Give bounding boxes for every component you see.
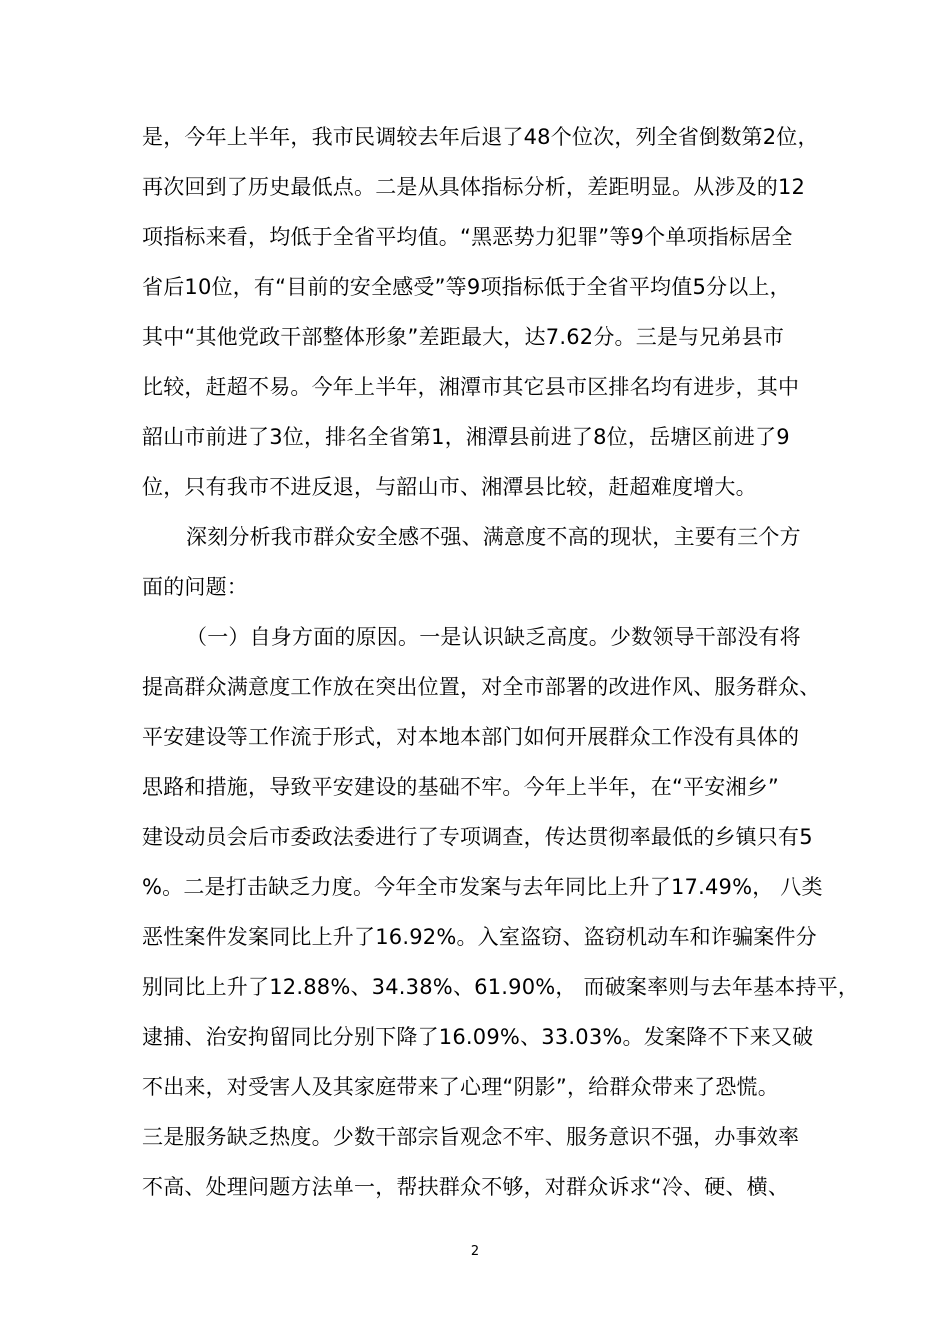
text-line: %。二是打击缺乏力度。今年全市发案与去年同比上升了17.49%， 八类 [142, 875, 823, 899]
text-line: 比较，赶超不易。今年上半年，湘潭市其它县市区排名均有进步，其中 [142, 375, 800, 399]
page-number: 2 [470, 1244, 480, 1259]
text-line: 提高群众满意度工作放在突出位置，对全市部署的改进作风、服务群众、 [142, 675, 821, 699]
text-line: 逮捕、治安拘留同比分别下降了16.09%、33.03%。发案降不下来又破 [142, 1025, 814, 1049]
text-line: （一）自身方面的原因。一是认识缺乏高度。少数领导干部没有将 [186, 625, 801, 649]
text-line: 别同比上升了12.88%、34.38%、61.90%， 而破案率则与去年基本持平， [142, 975, 860, 999]
text-line: 位，只有我市不进反退，与韶山市、湘潭县比较，赶超难度增大。 [142, 475, 757, 499]
text-line: 项指标来看，均低于全省平均值。“黑恶势力犯罪”等9个单项指标居全 [142, 225, 793, 249]
text-line: 思路和措施，导致平安建设的基础不牢。今年上半年，在“平安湘乡” [142, 775, 779, 799]
text-line: 三是服务缺乏热度。少数干部宗旨观念不牢、服务意识不强，办事效率 [142, 1125, 800, 1149]
text-line: 平安建设等工作流于形式，对本地本部门如何开展群众工作没有具体的 [142, 725, 800, 749]
text-line: 深刻分析我市群众安全感不强、满意度不高的现状，主要有三个方 [186, 525, 801, 549]
text-line: 韶山市前进了3位，排名全省第1，湘潭县前进了8位，岳塘区前进了9 [142, 425, 790, 449]
text-line: 面的问题： [142, 575, 248, 599]
text-line: 是，今年上半年，我市民调较去年后退了48个位次，列全省倒数第2位， [142, 125, 819, 149]
text-line: 建设动员会后市委政法委进行了专项调查，传达贯彻率最低的乡镇只有5 [142, 825, 813, 849]
text-line: 不出来，对受害人及其家庭带来了心理“阴影”，给群众带来了恐慌。 [142, 1075, 779, 1099]
text-line: 不高、处理问题方法单一，帮扶群众不够，对群众诉求“冷、硬、横、 [142, 1175, 790, 1199]
text-line: 省后10位，有“目前的安全感受”等9项指标低于全省平均值5分以上， [142, 275, 791, 299]
text-line: 其中“其他党政干部整体形象”差距最大，达7.62分。三是与兄弟县市 [142, 325, 785, 349]
text-line: 再次回到了历史最低点。二是从具体指标分析，差距明显。从涉及的12 [142, 175, 806, 199]
text-line: 恶性案件发案同比上升了16.92%。入室盗窃、盗窃机动车和诈骗案件分 [142, 925, 817, 949]
